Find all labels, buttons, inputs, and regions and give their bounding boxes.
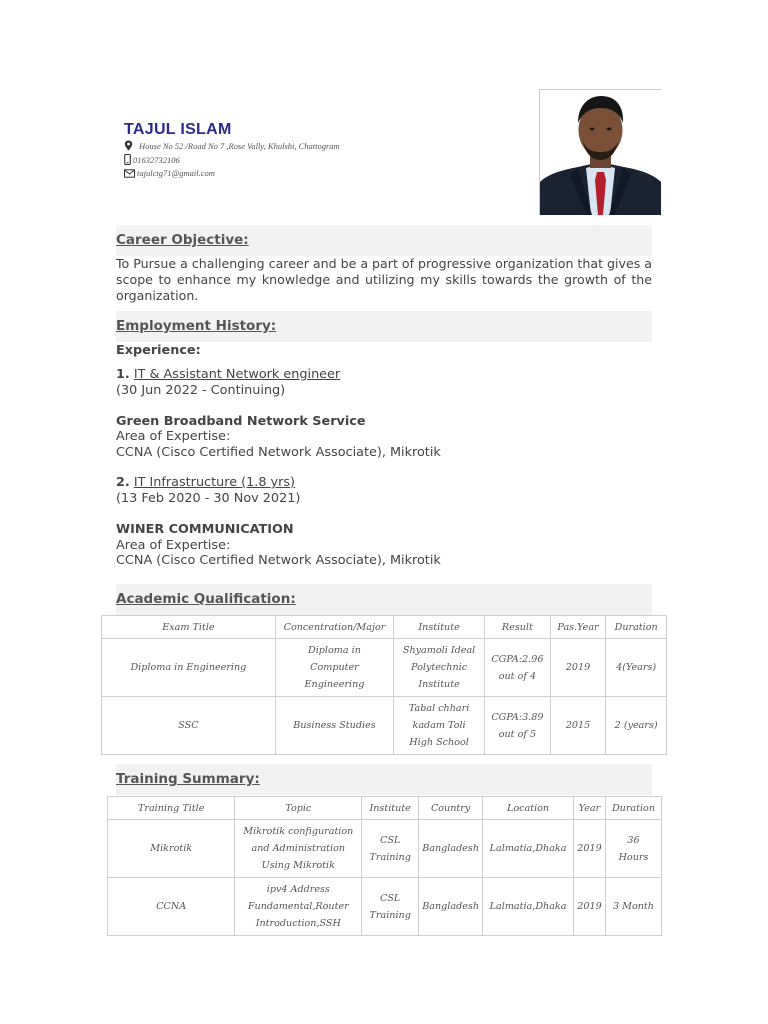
job-2-area: CCNA (Cisco Certified Network Associate), Mikrotik	[116, 553, 441, 568]
job-2-area-label: Area of Expertise:	[116, 538, 231, 553]
cell-line: 36	[627, 834, 640, 846]
employment-history-title: Employment History:	[116, 318, 277, 334]
cell-line: Polytechnic	[411, 662, 468, 673]
academic-table	[101, 615, 667, 755]
column-header: Topic	[235, 797, 362, 820]
year-cell: 2019	[574, 878, 606, 936]
cell-line: CGPA:2.96	[491, 653, 544, 665]
cell-line: High School	[409, 737, 469, 748]
column-header: Exam Title	[102, 616, 276, 639]
training-summary-title: Training Summary:	[116, 771, 260, 787]
cell-line: CGPA:3.89	[491, 711, 544, 723]
cell-line: kadam Toli	[412, 720, 466, 731]
training-title-cell: Mikrotik	[108, 820, 235, 878]
result-cell	[485, 639, 551, 697]
institute-cell	[394, 697, 485, 755]
profile-photo	[539, 89, 661, 215]
cell-line: Fundamental,Router	[247, 901, 349, 912]
experience-label: Experience:	[116, 343, 201, 358]
job-2-period: (13 Feb 2020 - 30 Nov 2021)	[116, 491, 301, 506]
cell-line: 3 Month	[613, 901, 654, 912]
column-header: Year	[574, 797, 606, 820]
cell-line: and Administration	[251, 843, 346, 854]
cell-line: Hours	[618, 851, 649, 863]
year-cell: 2015	[550, 697, 606, 755]
institute-cell	[394, 639, 485, 697]
column-header: Training Title	[108, 797, 235, 820]
phone-line	[124, 154, 180, 165]
career-objective-text: To Pursue a challenging career and be a part of progressive organization that gives a scope to enhance my knowledge and utilizing my skills towards the growth of the organization.	[116, 256, 652, 303]
cell-line: Tabal chhari	[408, 703, 470, 714]
employment-history-heading	[116, 311, 652, 342]
job-1-area: CCNA (Cisco Certified Network Associate), Mikrotik	[116, 445, 441, 460]
exam-title-cell: Diploma in Engineering	[102, 639, 276, 697]
cell-line: Using Mikrotik	[261, 860, 335, 871]
exam-title-cell: SSC	[102, 697, 276, 755]
institute-cell	[362, 820, 419, 878]
duration-cell: 2 (years)	[606, 697, 667, 755]
cell-line: Institute	[418, 679, 460, 690]
column-header: Concentration/Major	[275, 616, 393, 639]
topic-cell	[235, 820, 362, 878]
column-header: Result	[485, 616, 551, 639]
location-pin-icon	[124, 140, 133, 151]
year-cell: 2019	[574, 820, 606, 878]
table-row	[102, 639, 667, 697]
result-cell	[485, 697, 551, 755]
column-header: Location	[483, 797, 574, 820]
cell-line: Introduction,SSH	[255, 918, 341, 929]
column-header: Pas.Year	[550, 616, 606, 639]
cell-line: Training	[369, 909, 411, 921]
job-2-number: 2.	[116, 475, 130, 490]
topic-cell	[235, 878, 362, 936]
column-header: Duration	[606, 616, 667, 639]
cell-line: CSL	[380, 834, 401, 846]
column-header: Duration	[605, 797, 661, 820]
cell-line: CSL	[380, 892, 401, 904]
training-table	[107, 796, 662, 936]
table-row	[108, 878, 662, 936]
major-cell	[275, 639, 393, 697]
cell-line: out of 5	[498, 728, 537, 740]
cell-line: Shyamoli Ideal	[402, 645, 476, 656]
column-header: Institute	[362, 797, 419, 820]
cell-line: Mikrotik configuration	[243, 826, 354, 837]
career-objective-heading	[116, 225, 652, 256]
career-objective-title: Career Objective:	[116, 232, 249, 248]
duration-cell	[605, 820, 661, 878]
candidate-name: TAJUL ISLAM	[124, 121, 232, 138]
email-text: tajulctg71@gmail.com	[137, 168, 215, 178]
duration-cell	[605, 878, 661, 936]
column-header: Country	[419, 797, 483, 820]
table-row	[108, 820, 662, 878]
cell-line: Diploma in	[308, 645, 361, 656]
phone-text: 01632732106	[133, 154, 180, 165]
location-cell: Lalmatia,Dhaka	[483, 878, 574, 936]
country-cell: Bangladesh	[419, 878, 483, 936]
cell-line: out of 4	[498, 670, 537, 682]
cell-line: Engineering	[304, 679, 365, 690]
training-summary-heading	[116, 764, 652, 795]
location-cell: Lalmatia,Dhaka	[483, 820, 574, 878]
cell-line: Training	[369, 851, 411, 863]
job-1-number: 1.	[116, 367, 130, 382]
job-1-company: Green Broadband Network Service	[116, 414, 366, 429]
job-2-company: WINER COMMUNICATION	[116, 522, 294, 537]
address-text: House No 52 /Road No 7 ,Rose Vally, Khulshi, Chattogram	[139, 140, 340, 151]
training-title-cell: CCNA	[108, 878, 235, 936]
academic-qualification-heading	[116, 584, 652, 615]
institute-cell	[362, 878, 419, 936]
cell-line: Business Studies	[293, 720, 376, 731]
phone-icon	[124, 154, 131, 165]
column-header: Institute	[394, 616, 485, 639]
academic-qualification-title: Academic Qualification:	[116, 591, 296, 607]
job-1-period: (30 Jun 2022 - Continuing)	[116, 383, 286, 398]
cell-line: ipv4 Address	[266, 884, 330, 895]
email-line	[124, 168, 215, 178]
year-cell: 2019	[550, 639, 606, 697]
job-2-title-line	[116, 475, 295, 491]
country-cell: Bangladesh	[419, 820, 483, 878]
training-header-row	[108, 797, 662, 820]
duration-cell: 4(Years)	[606, 639, 667, 697]
job-1-position: IT & Assistant Network engineer	[133, 367, 341, 382]
job-2-position: IT Infrastructure (1.8 yrs)	[133, 475, 296, 490]
academic-header-row	[102, 616, 667, 639]
email-icon	[124, 169, 135, 178]
cell-line: Computer	[310, 662, 359, 673]
job-1-title-line	[116, 367, 340, 383]
job-1-area-label: Area of Expertise:	[116, 429, 231, 444]
major-cell	[275, 697, 393, 755]
table-row	[102, 697, 667, 755]
address-line	[124, 140, 340, 151]
